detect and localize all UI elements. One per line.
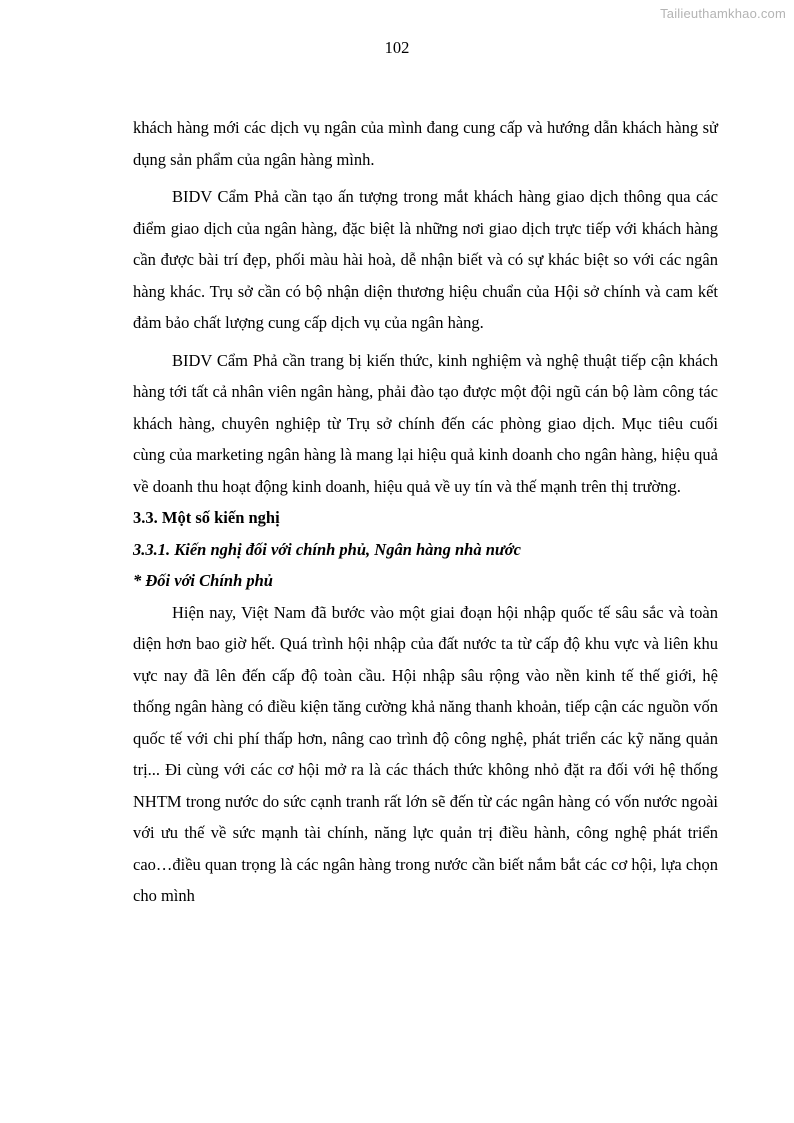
section-heading: 3.3. Một số kiến nghị <box>133 508 280 527</box>
subsection-heading: 3.3.1. Kiến nghị đối với chính phủ, Ngân hàng nhà nước <box>133 539 521 559</box>
document-body <box>133 112 718 912</box>
paragraph-2: BIDV Cẩm Phả cần tạo ấn tượng trong mắt khách hàng giao dịch thông qua các điểm giao dịch của ngân hàng, đặc biệt là những nơi giao dịch trực tiếp với khách hàng cần được bài trí đẹp, phối màu hài hoà, dễ nhận biết và có sự khác biệt so với các ngân hàng khác. Trụ sở cần có bộ nhận diện thương hiệu chuẩn của Hội sở chính và cam kết đảm bảo chất lượng cung cấp dịch vụ của ngân hàng. <box>133 187 718 332</box>
subsubsection-heading: * Đối với Chính phủ <box>133 571 273 590</box>
paragraph-1: khách hàng mới các dịch vụ ngân của mình đang cung cấp và hướng dẫn khách hàng sử dụng sản phẩm của ngân hàng mình. <box>133 118 718 169</box>
paragraph-3: BIDV Cẩm Phả cần trang bị kiến thức, kinh nghiệm và nghệ thuật tiếp cận khách hàng tới tất cả nhân viên ngân hàng, phải đào tạo được một đội ngũ cán bộ làm công tác khách hàng, chuyên nghiệp từ Trụ sở chính đến các phòng giao dịch. Mục tiêu cuối cùng của marketing ngân hàng là mang lại hiệu quả kinh doanh cho ngân hàng, hiệu quả về doanh thu hoạt động kinh doanh, hiệu quả về uy tín và thế mạnh trên thị trường. <box>133 350 718 496</box>
paragraph-4: Hiện nay, Việt Nam đã bước vào một giai đoạn hội nhập quốc tế sâu sắc và toàn diện hơn bao giờ hết. Quá trình hội nhập của đất nước ta từ cấp độ khu vực và liên khu vực nay đã lên đến cấp độ toàn cầu. Hội nhập sâu rộng vào nền kinh tế thế giới, hệ thống ngân hàng có điều kiện tăng cường khả năng thanh khoản, tiếp cận các nguồn vốn quốc tế với chi phí thấp hơn, nâng cao trình độ công nghệ, phát triển các kỹ năng quản trị... Đi cùng với các cơ hội mở ra là các thách thức không nhỏ đặt ra đối với hệ thống NHTM trong nước do sức cạnh tranh rất lớn sẽ đến từ các ngân hàng có vốn nước ngoài với ưu thế về sức mạnh tài chính, năng lực quản trị điều hành, công nghệ phát triển cao…điều quan trọng là các ngân hàng trong nước cần biết nắm bắt các cơ hội, lựa chọn cho mình <box>133 602 718 905</box>
page-number: 102 <box>384 38 410 57</box>
watermark: Tailieuthamkhao.com <box>660 6 786 21</box>
